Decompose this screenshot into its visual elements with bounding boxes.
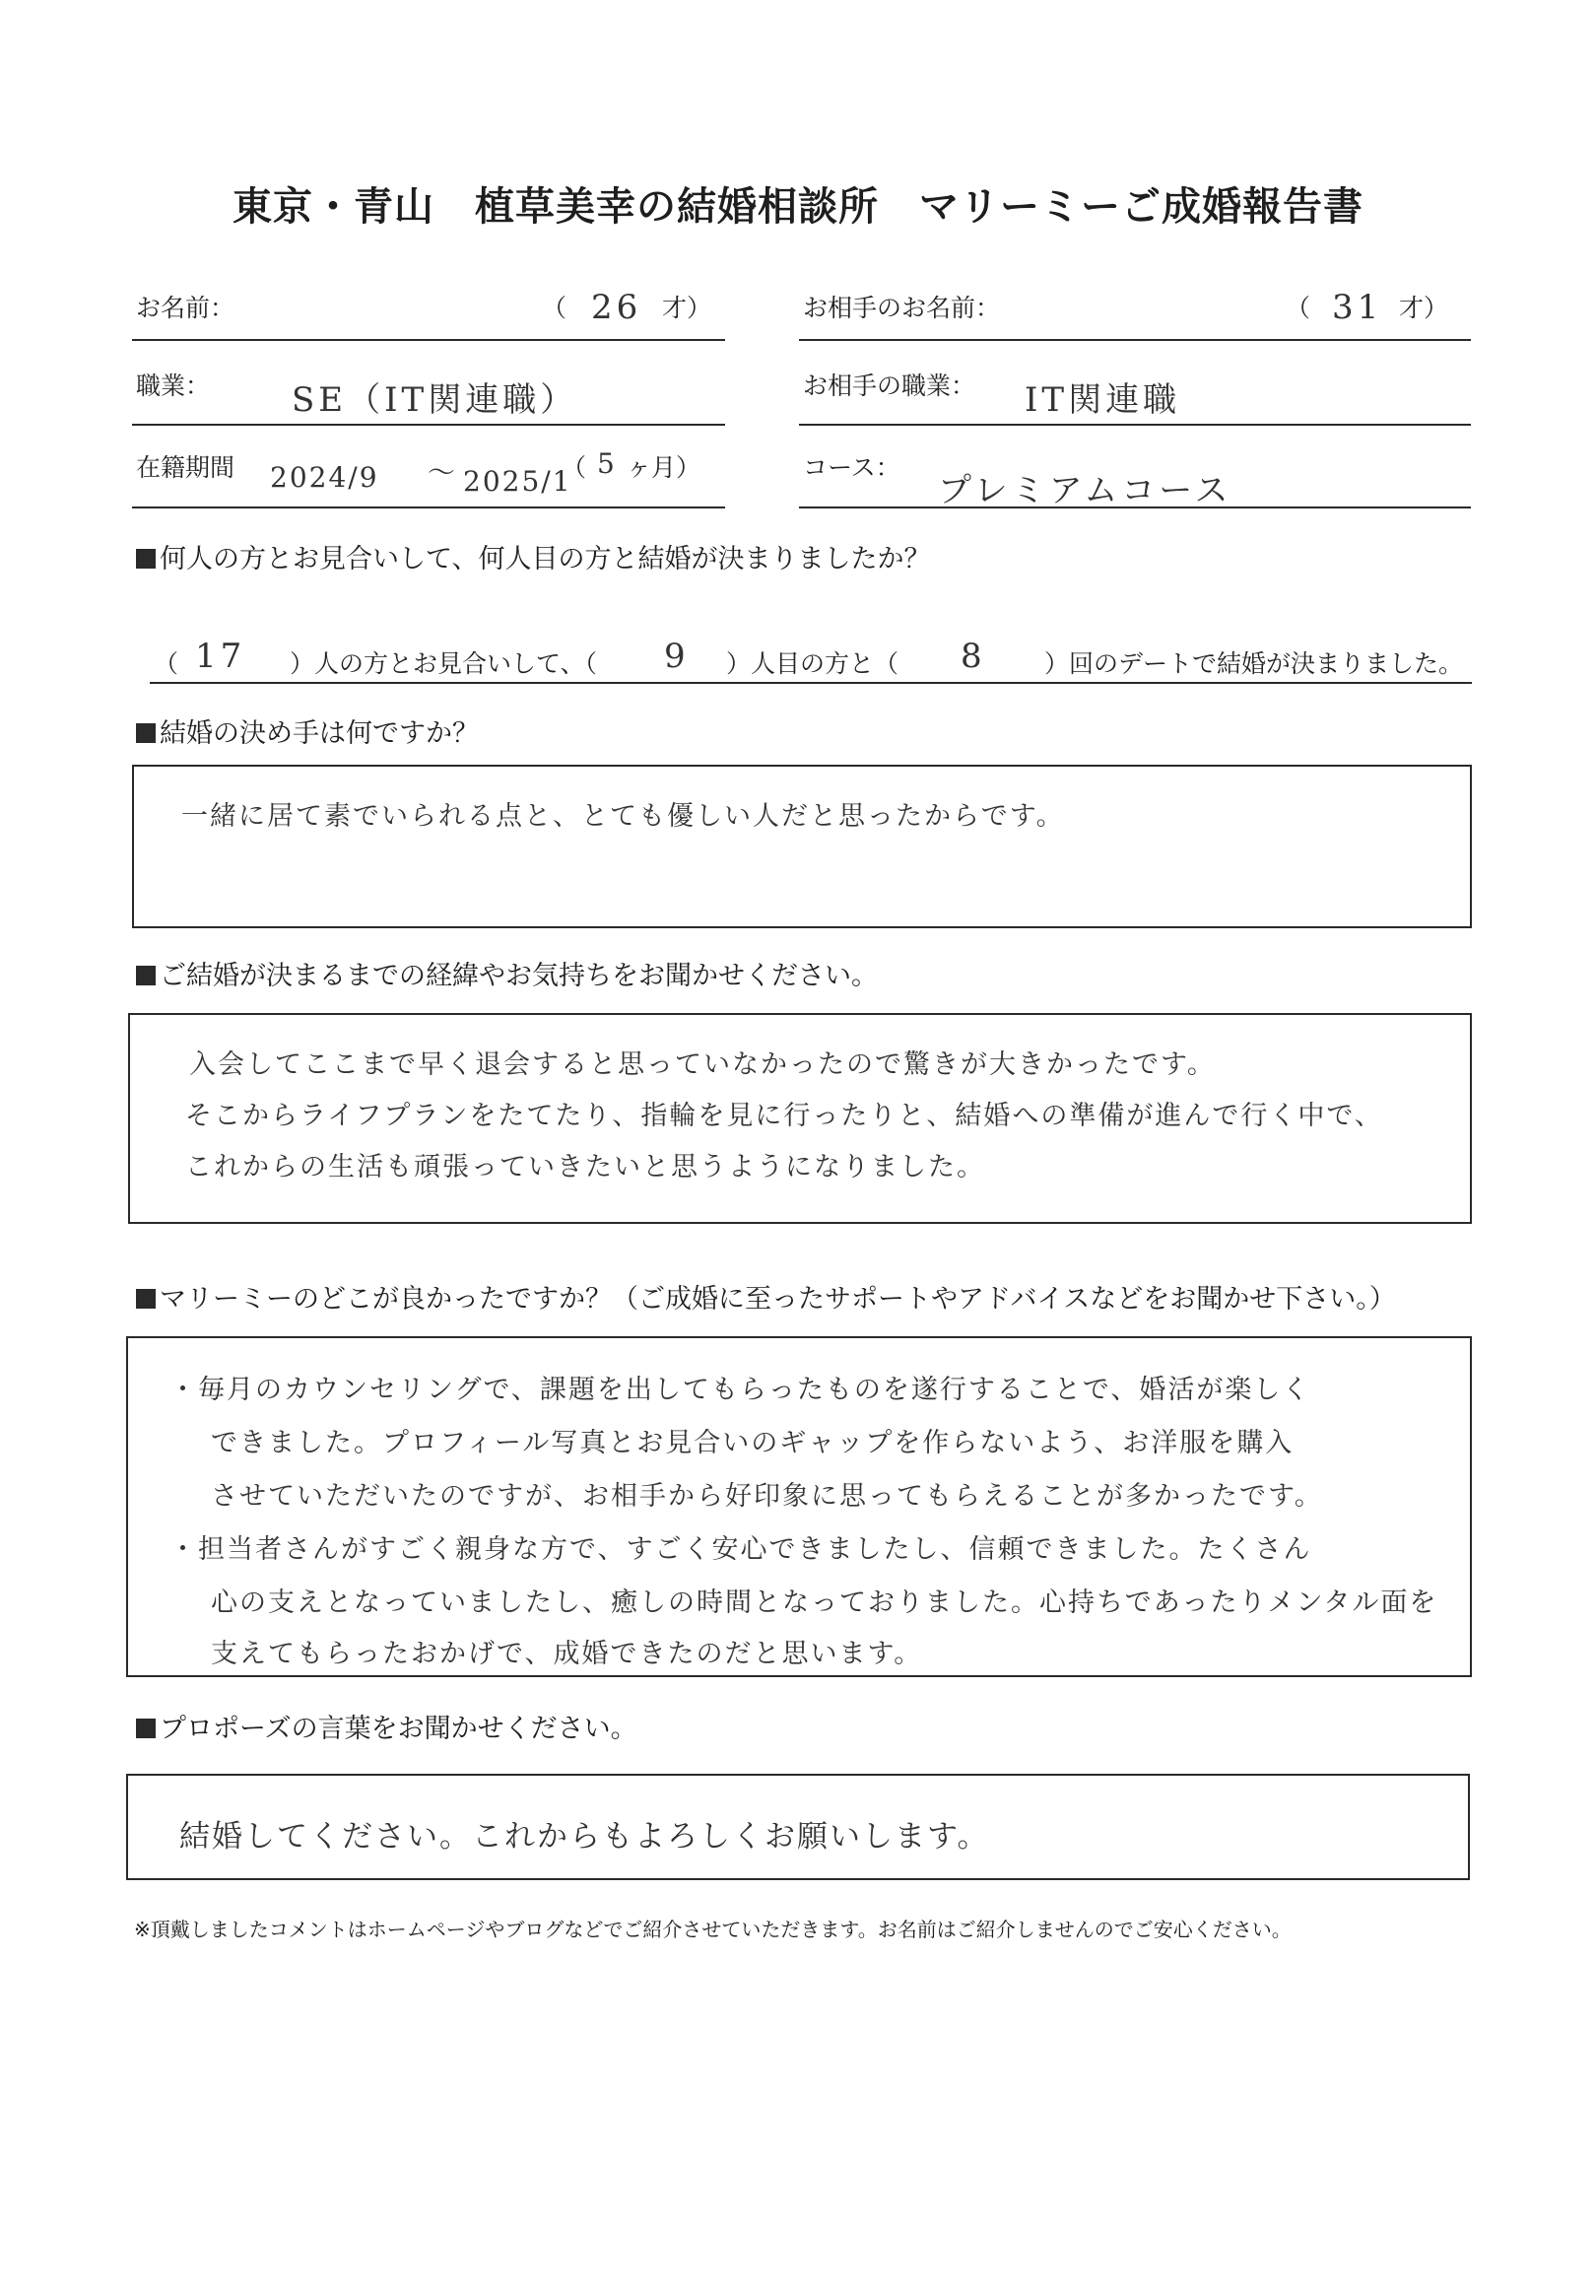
course-value: プレミアムコース	[938, 471, 1232, 510]
q1-question: 何人の方とお見合いして、何人目の方と結婚が決まりましたか？	[160, 544, 931, 574]
partner-occupation-value: IT関連職	[1025, 380, 1181, 420]
partner-occupation-label: お相手の職業：	[803, 371, 976, 400]
q3-question: ご結婚が決まるまでの経緯やお気持ちをお聞かせください。	[160, 961, 878, 991]
square-bullet-icon	[136, 549, 156, 569]
q3-answer-line-2: そこからライフプランをたてたり、指輪を見に行ったりと、結婚への準備が進んで行く中で、	[185, 1101, 1383, 1131]
occupation-underline	[132, 424, 725, 426]
age-open-paren: （	[542, 294, 567, 322]
q1-meetings-value: 17	[195, 637, 246, 676]
partner-age-unit: 才）	[1399, 294, 1449, 322]
name-label: お名前：	[136, 294, 235, 322]
q3-heading	[136, 954, 878, 992]
q4-question: マリーミーのどこが良かったですか？（ご成婚に至ったサポートやアドバイスなどをお聞かせ下さい。）	[160, 1284, 1396, 1315]
q3-answer-line-1: 入会してここまで早く退会すると思っていなかったので驚きが大きかったです。	[189, 1049, 1216, 1080]
q2-question: 結婚の決め手は何ですか？	[160, 718, 479, 749]
q4-answer-line-3: させていただいたのですが、お相手から好印象に思ってもらえることが多かったです。	[211, 1481, 1323, 1512]
footnote: ※頂戴しましたコメントはホームページやブログなどでご紹介させていただきます。お名前はご紹介しませんのでご安心ください。	[134, 1918, 1292, 1941]
q4-answer-line-5: 心の支えとなっていましたし、癒しの時間となっておりました。心持ちであったりメンタル面を	[211, 1587, 1438, 1618]
q2-answer-box	[132, 765, 1472, 928]
q1-nth-value: 9	[664, 637, 690, 676]
q1-text-2: ）人目の方と（	[726, 649, 899, 678]
period-tilde: 〜	[428, 456, 458, 489]
partner-occupation-underline	[799, 424, 1471, 426]
age-unit: 才）	[662, 294, 712, 322]
q1-dates-value: 8	[961, 637, 986, 676]
period-underline	[132, 506, 725, 508]
course-label: コース：	[803, 453, 900, 482]
partner-name-underline	[799, 339, 1471, 341]
occupation-value: SE（IT関連職）	[292, 380, 578, 420]
partner-age-value: 31	[1332, 288, 1383, 327]
name-underline	[132, 339, 725, 341]
q4-answer-line-4: ・担当者さんがすごく親身な方で、すごく安心できましたし、信頼できました。たくさん	[169, 1534, 1312, 1565]
q4-answer-line-1: ・毎月のカウンセリングで、課題を出してもらったものを遂行することで、婚活が楽しく	[169, 1375, 1311, 1405]
q5-question: プロポーズの言葉をお聞かせください。	[160, 1714, 637, 1744]
square-bullet-icon	[136, 723, 156, 743]
square-bullet-icon	[136, 1719, 156, 1738]
q3-answer-box	[128, 1013, 1472, 1224]
q3-answer-line-3: これからの生活も頑張っていきたいと思うようになりました。	[185, 1152, 985, 1182]
q4-answer-box	[126, 1336, 1472, 1677]
q4-answer-line-6: 支えてもらったおかげで、成婚できたのだと思います。	[211, 1639, 923, 1669]
q4-heading	[136, 1277, 1396, 1316]
period-label: 在籍期間	[136, 453, 235, 482]
page-title: 東京・青山 植草美幸の結婚相談所 マリーミーご成婚報告書	[233, 184, 1363, 230]
q1-heading	[136, 537, 930, 575]
q5-answer-box	[126, 1774, 1470, 1880]
q1-open-paren: （	[154, 649, 179, 678]
q2-answer: 一緒に居て素でいられる点と、とても優しい人だと思ったからです。	[181, 801, 1065, 832]
age-value: 26	[591, 288, 642, 327]
period-end: 2025/1	[463, 465, 572, 498]
period-start: 2024/9	[270, 461, 379, 494]
square-bullet-icon	[136, 1289, 156, 1309]
q5-heading	[136, 1707, 637, 1745]
period-months-unit: ヶ月）	[627, 453, 701, 482]
partner-name-label: お相手のお名前：	[803, 294, 1001, 322]
q1-underline	[150, 682, 1472, 684]
square-bullet-icon	[136, 966, 156, 985]
q5-answer: 結婚してください。これからもよろしくお願いします。	[179, 1819, 990, 1855]
q2-heading	[136, 711, 479, 750]
q1-text-3: ）回のデートで結婚が決まりました。	[1044, 649, 1464, 678]
occupation-label: 職業：	[136, 371, 211, 400]
q1-text-1: ）人の方とお見合いして、（	[290, 649, 598, 678]
period-months-value: 5	[597, 447, 617, 480]
partner-age-open-paren: （	[1286, 294, 1311, 322]
q4-answer-line-2: できました。プロフィール写真とお見合いのギャップを作らないよう、お洋服を購入	[211, 1428, 1295, 1458]
period-open-paren: （	[562, 453, 587, 482]
course-underline	[799, 506, 1471, 508]
